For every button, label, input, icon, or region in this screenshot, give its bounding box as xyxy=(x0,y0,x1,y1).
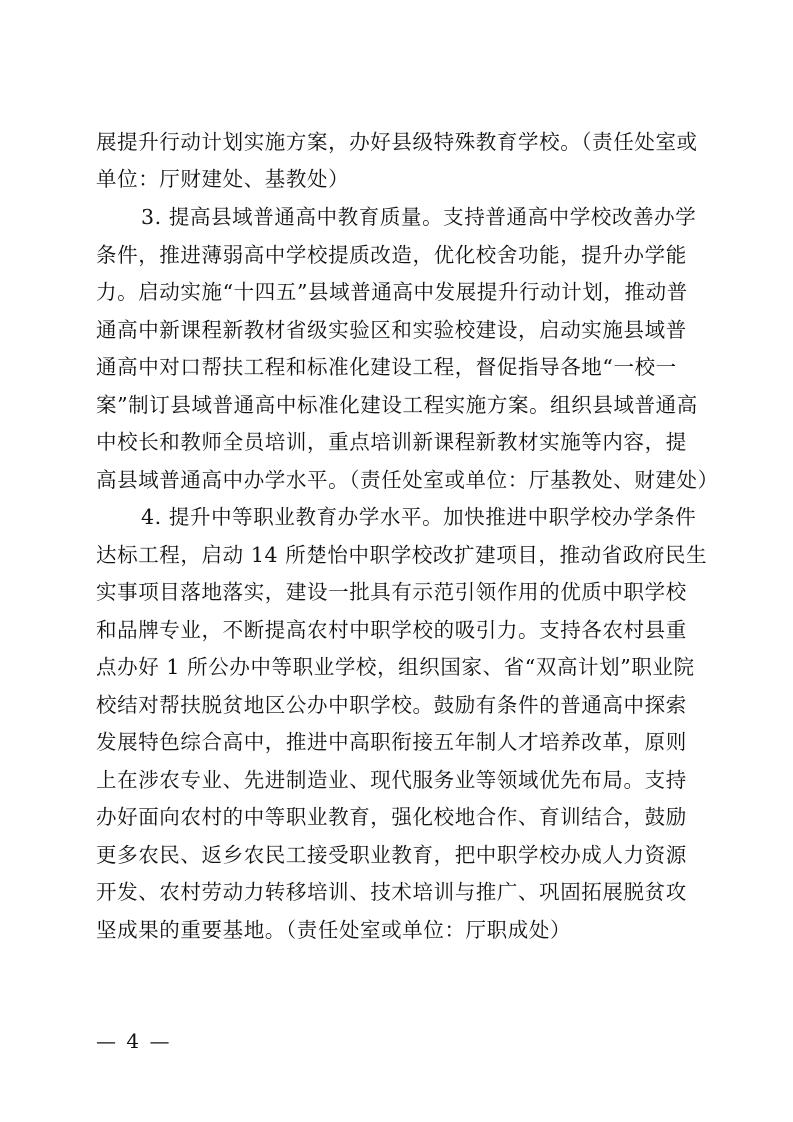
section-3-heading-line: 3. 提高县域普通高中教育质量。支持普通高中学校改善办学 xyxy=(141,205,697,229)
section-4-heading-line: 4. 提升中等职业教育办学水平。加快推进中职学校办学条件 xyxy=(141,505,697,529)
body-text-line: 校结对帮扶脱贫地区公办中职学校。鼓励有条件的普通高中探索 xyxy=(96,693,687,717)
body-text-line: 高县域普通高中办学水平。（责任处室或单位：厅基教处、财建处） xyxy=(96,468,719,492)
body-text-line: 中校长和教师全员培训，重点培训新课程新教材实施等内容，提 xyxy=(96,430,687,454)
body-text-line: 和品牌专业，不断提高农村中职学校的吸引力。支持各农村县重 xyxy=(96,618,687,642)
body-text-line: 通高中新课程新教材省级实验区和实验校建设，启动实施县域普 xyxy=(96,318,687,342)
body-text-line: 力。启动实施“十四五”县域普通高中发展提升行动计划，推动普 xyxy=(96,280,688,304)
body-text-line: 展提升行动计划实施方案，办好县级特殊教育学校。（责任处室或 xyxy=(96,130,698,154)
body-text-line: 条件，推进薄弱高中学校提质改造，优化校舍功能，提升办学能 xyxy=(96,243,687,267)
body-text-line: 点办好 1 所公办中等职业学校，组织国家、省“双高计划”职业院 xyxy=(96,655,695,679)
body-text-line: 开发、农村劳动力转移培训、技术培训与推广、巩固拓展脱贫攻 xyxy=(96,880,687,904)
body-text-line: 达标工程，启动 14 所楚怡中职学校改扩建项目，推动省政府民生 xyxy=(96,543,708,567)
body-text-line: 单位：厅财建处、基教处） xyxy=(96,167,350,191)
body-text-line: 通高中对口帮扶工程和标准化建设工程，督促指导各地“一校一 xyxy=(96,355,677,379)
body-text-line: 办好面向农村的中等职业教育，强化校地合作、育训结合，鼓励 xyxy=(96,805,687,829)
body-text-line: 坚成果的重要基地。（责任处室或单位：厅职成处） xyxy=(96,918,572,942)
body-text-line: 案”制订县域普通高中标准化建设工程实施方案。组织县域普通高 xyxy=(96,393,698,417)
body-text-line: 实事项目落地落实，建设一批具有示范引领作用的优质中职学校 xyxy=(96,580,687,604)
body-text-line: 发展特色综合高中，推进中高职衔接五年制人才培养改革，原则 xyxy=(96,730,687,754)
body-text-line: 更多农民、返乡农民工接受职业教育，把中职学校办成人力资源 xyxy=(96,843,687,867)
page-number: — 4 — xyxy=(96,1029,172,1053)
body-text-line: 上在涉农专业、先进制造业、现代服务业等领域优先布局。支持 xyxy=(96,768,687,792)
